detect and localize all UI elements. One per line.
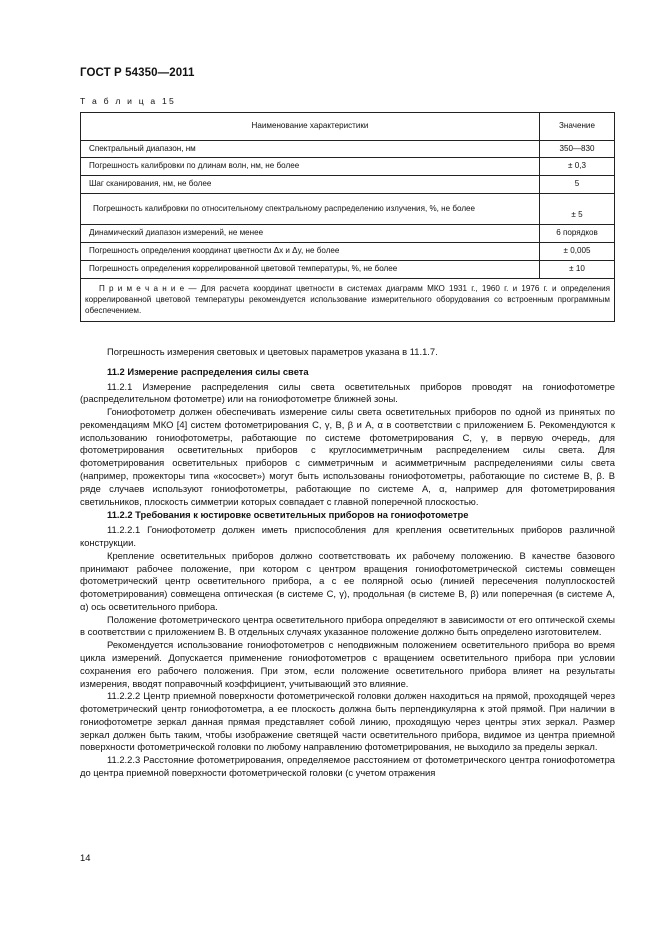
paragraph-intro: Погрешность измерения световых и цветовых параметров указана в 11.1.7. — [107, 346, 438, 357]
row-value: 5 — [540, 176, 615, 194]
table-note-row — [81, 279, 615, 322]
row-name: Погрешность определения координат цветности Δx и Δy, не более — [81, 243, 540, 261]
row-name: Погрешность определения коррелированной цветовой температуры, %, не более — [81, 261, 540, 279]
row-value: ± 10 — [540, 261, 615, 279]
table-row — [81, 141, 615, 158]
table-row — [81, 194, 615, 225]
row-name: Динамический диапазон измерений, не менее — [81, 225, 540, 243]
characteristics-table — [80, 112, 615, 322]
paragraph-photometric-center: Положение фотометрического центра осветительного прибора определяют в зависимости от его оптической схемы в соответствии с приложением В. В отдельных случаях указанное положение должно быть определено изготовителем. — [80, 613, 615, 638]
paragraph-11-2-1: 11.2.1 Измерение распределения силы света осветительных приборов проводят на гониофотометре (распределительном фотометре) или на гониофотометре ближней зоны. — [80, 380, 615, 405]
table-row — [81, 225, 615, 243]
table-row — [81, 243, 615, 261]
table-row — [81, 176, 615, 194]
paragraph-mounting: Крепление осветительных приборов должно соответствовать их рабочему положению. В качестве базового принимают рабочее положение, при котором с центром вращения гониофотометрической системы совмещен фотометрический центр осветительного прибора, а с ее полярной осью (линией пересечения полуплоскостей фотометрирования) совмещена оптическая (в системе C, γ), продольная (в системе B, β) или поперечная (в системе A, α) ось осветительного прибора. — [80, 549, 615, 612]
section-heading-11-2-2: 11.2.2 Требования к юстировке осветительных приборов на гониофотометре — [107, 509, 469, 521]
paragraph-11-2-2-3: 11.2.2.3 Расстояние фотометрирования, определяемое расстоянием от фотометрического центра гониофотометра до центра приемной поверхности фотометрической головки (с учетом отражения — [80, 754, 615, 778]
table-note — [81, 279, 615, 322]
column-header-value: Значение — [540, 113, 615, 141]
table-header-row — [81, 113, 615, 141]
table-row — [81, 261, 615, 279]
paragraph-11-2-2-2: 11.2.2.2 Центр приемной поверхности фотометрической головки должен находиться на прямой, проходящей через фотометрический центр гониофотометра, а ее плоскость должна быть перпендикулярна к этой прямой. При наличии в гониофотометре зеркал данная прямая представляет собой линию, проходящую через центры этих зеркал. Размер зеркал должен быть таким, чтобы изображение светящей части осветительного прибора, видимое из центра приемной поверхности фотометрической головки по любому направлению фотометрирования, не выходило за пределы зеркал. — [80, 690, 615, 753]
column-header-name: Наименование характеристики — [81, 113, 540, 141]
row-value: 350—830 — [540, 141, 615, 158]
paragraph-11-2-2-1: 11.2.2.1 Гониофотометр должен иметь приспособления для крепления осветительных приборов различной конструкции. — [80, 524, 615, 548]
body-text — [80, 346, 615, 780]
note-text: — Для расчета координат цветности в системах диаграмм МКО 1931 г., 1960 г. и 1976 г. и определения коррелированной цветовой температуры рекомендуется использование измерительного оборудования со встроенным программным обеспечением. — [85, 284, 610, 315]
paragraph-goniophotometer: Гониофотометр должен обеспечивать измерение силы света осветительных приборов по одной из принятых по рекомендациям МКО [4] систем фотометрирования C, γ, B, β и A, α в соответствии с приложением Б. Рекомендуются к использованию гониофотометры, работающие по системе фотометрирования C, γ, в первую очередь, для фотометрирования осветительных приборов с круглосимметричным распределением силы света. Для фотометрирования осветительных приборов с симметричным и асимметричным распределениями силы света (например, прожекторы типа «кососвет») могут быть использованы гониофотометры, работающие по системе B, β. В ряде случаев используют гониофотометры, работающие по системе A, α, например для фотометрирования светильников, плоскость симметрии которых совпадает с главной поперечной плоскостью. — [80, 406, 615, 507]
row-name: Погрешность калибровки по длинам волн, нм, не более — [81, 158, 540, 176]
document-header: ГОСТ Р 54350—2011 — [80, 67, 195, 79]
table-row — [81, 158, 615, 176]
row-value: ± 5 — [540, 194, 615, 225]
row-name: Шаг сканирования, нм, не более — [81, 176, 540, 194]
note-label: П р и м е ч а н и е — [99, 284, 185, 293]
page-number: 14 — [80, 852, 91, 863]
row-value: ± 0,005 — [540, 243, 615, 261]
row-name: Спектральный диапазон, нм — [81, 141, 540, 158]
section-heading-11-2: 11.2 Измерение распределения силы света — [107, 365, 309, 377]
table-caption: Т а б л и ц а 15 — [80, 96, 176, 106]
row-value: 6 порядков — [540, 225, 615, 243]
row-value: ± 0,3 — [540, 158, 615, 176]
row-name: Погрешность калибровки по относительному спектральному распределению излучения, %, не более — [81, 194, 540, 225]
paragraph-recommendation: Рекомендуется использование гониофотометров с неподвижным положением осветительного прибора во время цикла измерений. Допускается применение гониофотометров с вращением осветительного прибора при условии сохранения его рабочего положения. При этом, если положение осветительного прибора влияет на результаты измерения, вводят поправочный коэффициент, учитывающий это влияние. — [80, 639, 615, 689]
